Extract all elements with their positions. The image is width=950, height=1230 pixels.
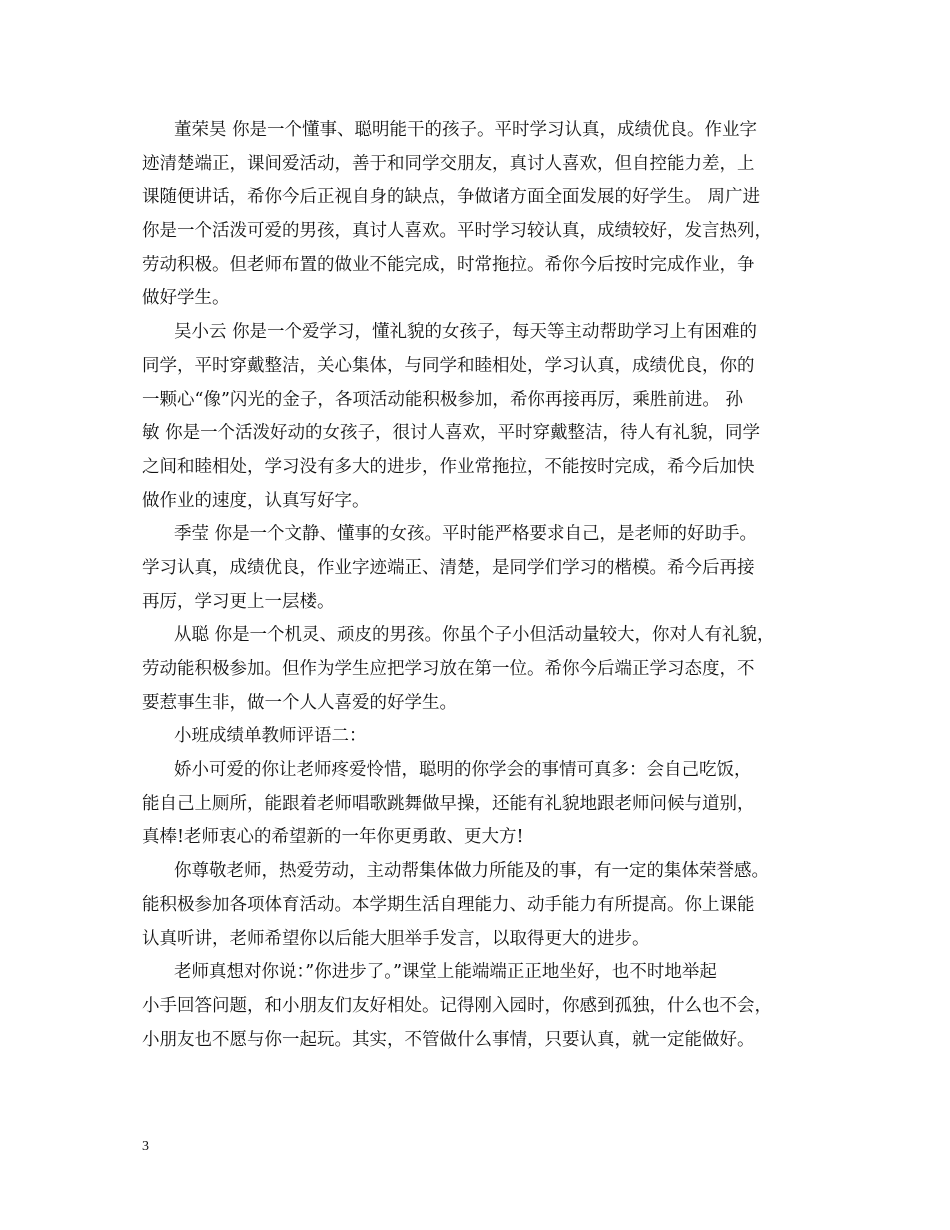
paragraph-wu-sun (142, 316, 812, 518)
text-line: 再厉，学习更上一层楼。 (142, 591, 335, 612)
text-line: 一颗心“像”闪光的金子，各项活动能积极参加，希你再接再厉，乘胜前进。 孙 (142, 389, 743, 410)
text-line: 老师真想对你说：”你进步了。”课堂上能端端正正地坐好，也不时地举起 (174, 962, 717, 983)
paragraph-cong-cong (142, 619, 812, 720)
text-line: 劳动积极。但老师布置的做业不能完成，时常拖拉。希你今后按时完成作业，争 (142, 254, 755, 275)
text-line: 之间和睦相处，学习没有多大的进步，作业常拖拉，不能按时完成，希今后加快 (142, 456, 755, 477)
paragraph-ji-ying (142, 518, 812, 619)
text-line: 课随便讲话，希你今后正视自身的缺点，争做诸方面全面发展的好学生。 周广进 (142, 187, 761, 208)
text-line: 真棒!老师衷心的希望新的一年你更勇敢、更大方! (142, 827, 524, 848)
text-line: 做作业的速度，认真写好字。 (142, 490, 370, 511)
text-line: 同学，平时穿戴整洁，关心集体，与同学和睦相处，学习认真，成绩优良，你的 (142, 355, 755, 376)
paragraph-dong-zhou (142, 114, 812, 316)
text-line: 能积极参加各项体育活动。本学期生活自理能力、动手能力有所提高。你上课能 (142, 894, 755, 915)
page-number: 3 (142, 1139, 149, 1154)
text-line: 你是一个活泼可爱的男孩，真讨人喜欢。平时学习较认真，成绩较好，发言热列， (142, 221, 772, 242)
text-line: 董荣昊 你是一个懂事、聪明能干的孩子。平时学习认真，成绩优良。作业字 (174, 120, 758, 140)
paragraph-progress (142, 956, 812, 1057)
paragraph-respect-teacher (142, 855, 812, 956)
document-body (142, 114, 812, 1057)
section-heading (142, 720, 812, 754)
text-line: 季莹 你是一个文静、懂事的女孩。平时能严格要求自己，是老师的好助手。 (174, 524, 758, 545)
text-line: 吴小云 你是一个爱学习，懂礼貌的女孩子，每天等主动帮助学习上有困难的 (174, 322, 758, 343)
text-line: 学习认真，成绩优良，作业字迹端正、清楚，是同学们学习的楷模。希今后再接 (142, 557, 755, 578)
text-line: 认真听讲，老师希望你以后能大胆举手发言，以取得更大的进步。 (142, 928, 650, 949)
text-line: 敏 你是一个活泼好动的女孩子，很讨人喜欢，平时穿戴整洁，待人有礼貌，同学 (142, 423, 761, 444)
text-line: 劳动能积极参加。但作为学生应把学习放在第一位。希你今后端正学习态度，不 (142, 659, 755, 679)
section-heading-text: 小班成绩单教师评语二： (174, 726, 367, 747)
text-line: 你尊敬老师，热爱劳动，主动帮集体做力所能及的事，有一定的集体荣誉感。 (174, 861, 769, 882)
text-line: 要惹事生非，做一个人人喜爱的好学生。 (142, 692, 457, 713)
paragraph-cute-child (142, 754, 812, 855)
text-line: 迹清楚端正，课间爱活动，善于和同学交朋友，真讨人喜欢，但自控能力差，上 (142, 153, 755, 174)
text-line: 从聪 你是一个机灵、顽皮的男孩。你虽个子小但活动量较大，你对人有礼貌， (174, 625, 775, 646)
text-line: 做好学生。 (142, 288, 230, 309)
text-line: 能自己上厕所，能跟着老师唱歌跳舞做早操，还能有礼貌地跟老师问候与道别， (142, 793, 755, 814)
text-line: 娇小可爱的你让老师疼爱怜惜，聪明的你学会的事情可真多：会自己吃饭， (174, 760, 752, 781)
text-line: 小朋友也不愿与你一起玩。其实，不管做什么事情，只要认真，就一定能做好。 (142, 1029, 755, 1050)
text-line: 小手回答问题，和小朋友们友好相处。记得刚入园时，你感到孤独，什么也不会， (142, 995, 772, 1016)
